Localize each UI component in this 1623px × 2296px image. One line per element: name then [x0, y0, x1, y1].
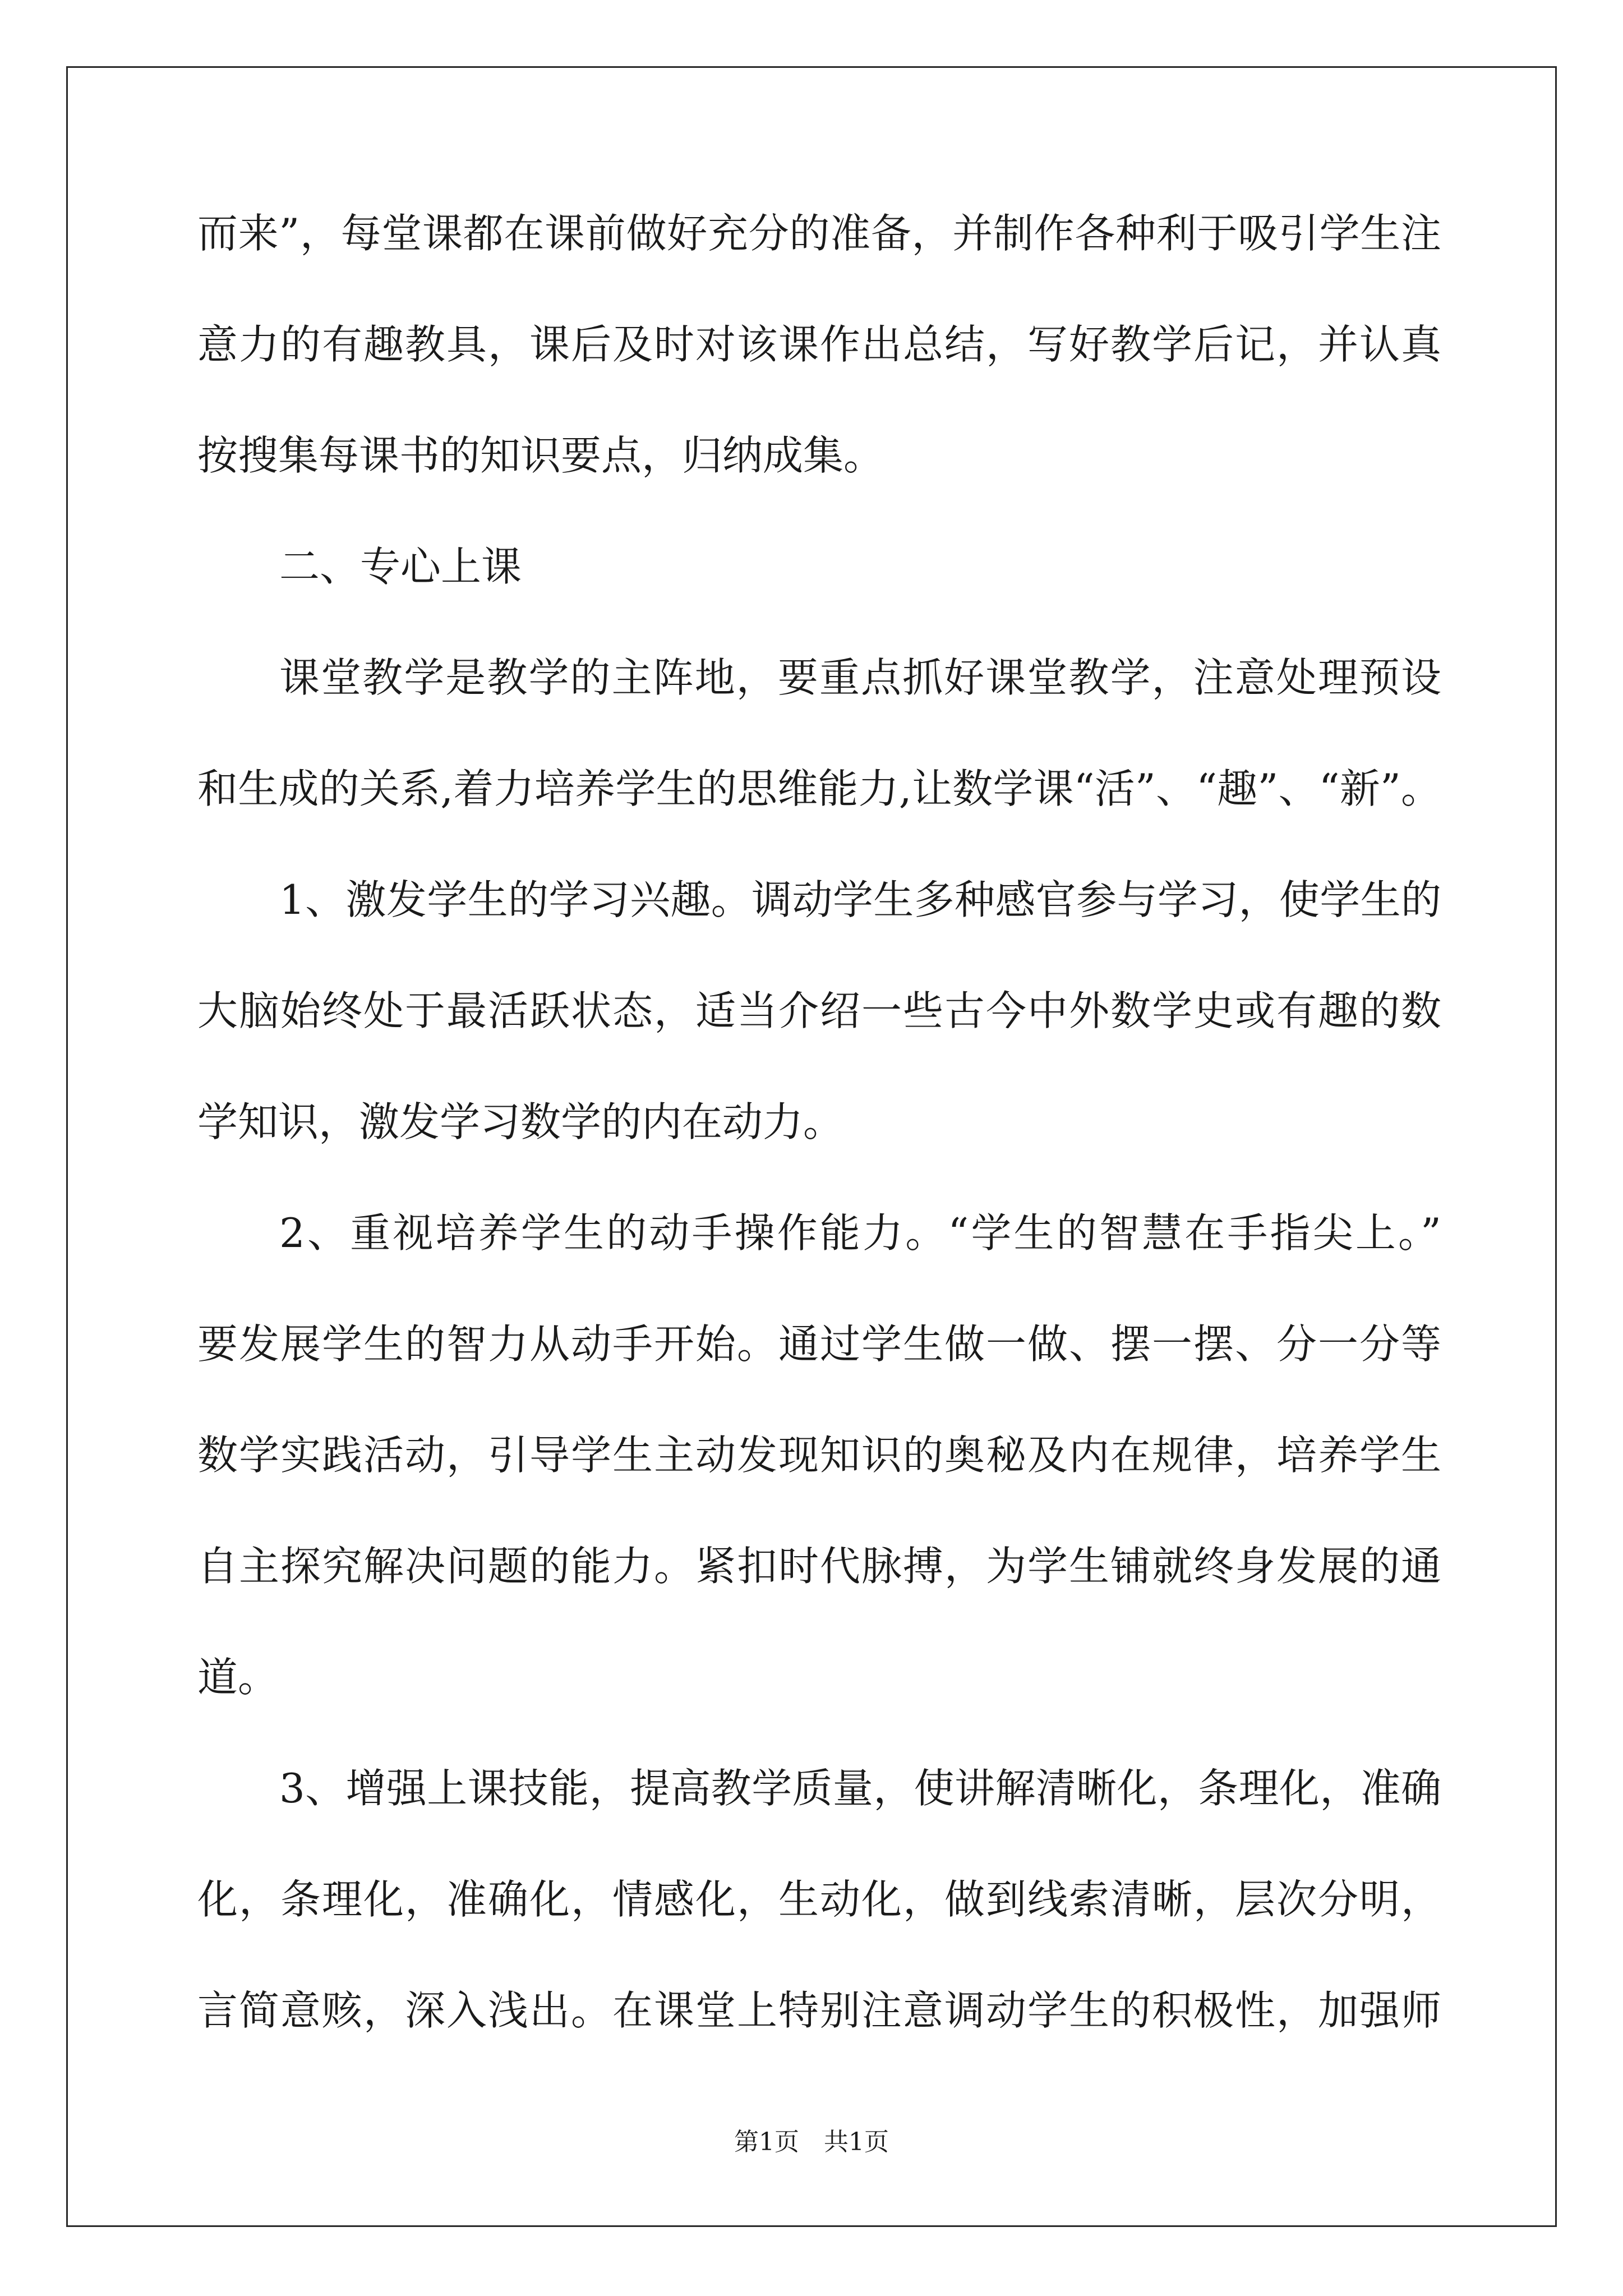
text-line-10: 2、重视培养学生的动手操作能力。“学生的智慧在手指尖上。” [279, 1209, 1441, 1257]
text-line-1: 而来”，每堂课都在课前做好充分的准备，并制作各种利于吸引学生注 [197, 210, 1441, 257]
section-heading: 二、专心上课 [279, 543, 522, 590]
text-line-9: 学知识，激发学习数学的内在动力。 [197, 1098, 844, 1145]
text-line-17: 言简意赅，深入浅出。在课堂上特别注意调动学生的积极性，加强师 [197, 1987, 1441, 2034]
text-line-6: 和生成的关系,着力培养学生的思维能力,让数学课“活”、“趣”、“新”。 [197, 765, 1441, 812]
text-line-8: 大脑始终处于最活跃状态，适当介绍一些古今中外数学史或有趣的数 [197, 987, 1441, 1034]
text-line-14: 道。 [197, 1654, 279, 1701]
text-line-16: 化，条理化，准确化，情感化，生动化，做到线索清晰，层次分明， [197, 1876, 1441, 1923]
page-number-footer: 第1页 共1页 [734, 2128, 889, 2156]
text-line-12: 数学实践活动，引导学生主动发现知识的奥秘及内在规律，培养学生 [197, 1432, 1441, 1479]
text-line-15: 3、增强上课技能，提高教学质量，使讲解清晰化，条理化，准确 [279, 1765, 1441, 1812]
text-line-11: 要发展学生的智力从动手开始。通过学生做一做、摆一摆、分一分等 [197, 1320, 1441, 1368]
text-line-2: 意力的有趣教具，课后及时对该课作出总结，写好教学后记，并认真 [197, 321, 1441, 368]
text-line-5: 课堂教学是教学的主阵地，要重点抓好课堂教学，注意处理预设 [279, 654, 1441, 701]
text-line-13: 自主探究解决问题的能力。紧扣时代脉搏，为学生铺就终身发展的通 [197, 1543, 1441, 1590]
text-line-3: 按搜集每课书的知识要点，归纳成集。 [197, 432, 884, 479]
text-line-7: 1、激发学生的学习兴趣。调动学生多种感官参与学习，使学生的 [279, 876, 1441, 923]
